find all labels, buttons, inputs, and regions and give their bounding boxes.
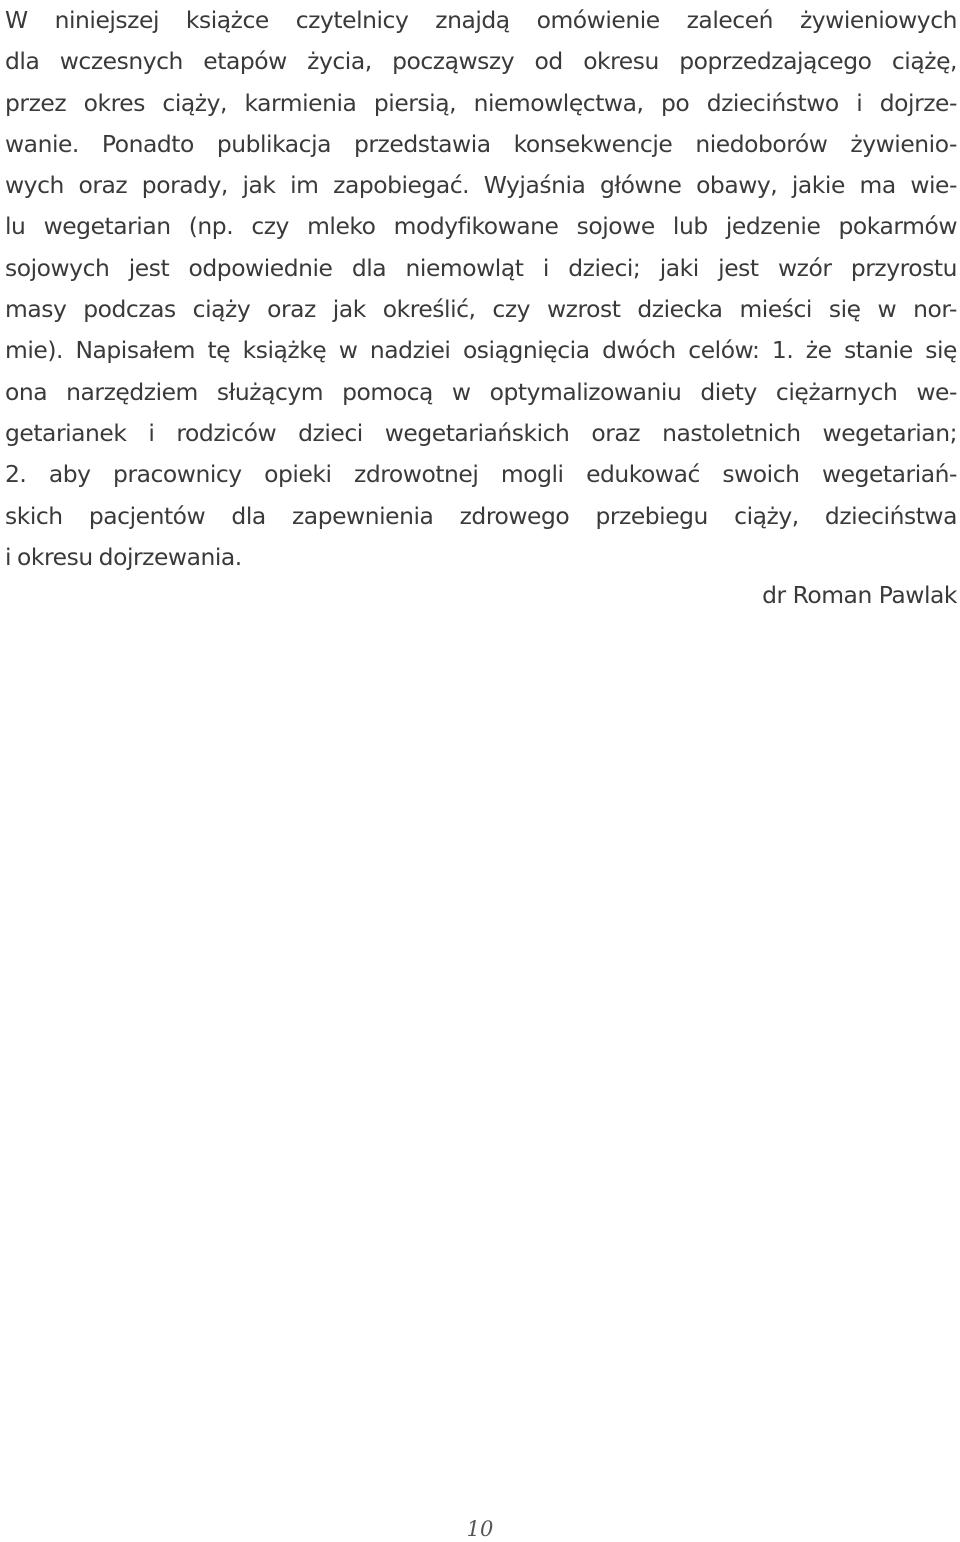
body-paragraph	[5, 0, 957, 578]
paragraph-line: przez okres ciąży, karmienia piersią, niemowlęctwa, po dzieciństwo i dojrze-	[5, 88, 957, 117]
paragraph-line: wanie. Ponadto publikacja przedstawia konsekwencje niedoborów żywienio-	[5, 129, 957, 158]
paragraph-line: dla wczesnych etapów życia, począwszy od okresu poprzedzającego ciążę,	[5, 47, 957, 76]
paragraph-line: ona narzędziem służącym pomocą w optymalizowaniu diety ciężarnych we-	[5, 377, 957, 406]
paragraph-line: i okresu dojrzewania.	[5, 542, 242, 571]
paragraph-line: wych oraz porady, jak im zapobiegać. Wyjaśnia główne obawy, jakie ma wie-	[5, 171, 957, 200]
paragraph-line: getarianek i rodziców dzieci wegetariańskich oraz nastoletnich wegetarian;	[5, 418, 957, 447]
paragraph-line: mie). Napisałem tę książkę w nadziei osiągnięcia dwóch celów: 1. że stanie się	[5, 336, 957, 365]
paragraph-line: sojowych jest odpowiednie dla niemowląt i dzieci; jaki jest wzór przyrostu	[5, 253, 957, 282]
paragraph-line: 2. aby pracownicy opieki zdrowotnej mogli edukować swoich wegetariań-	[5, 460, 957, 489]
paragraph-line: W niniejszej książce czytelnicy znajdą omówienie zaleceń żywieniowych	[5, 6, 957, 34]
paragraph-line: masy podczas ciąży oraz jak określić, czy wzrost dziecka mieści się w nor-	[5, 295, 957, 324]
page-number: 10	[466, 1517, 494, 1541]
author-signature: dr Roman Pawlak	[762, 581, 957, 609]
paragraph-line: lu wegetarian (np. czy mleko modyfikowane sojowe lub jedzenie pokarmów	[5, 212, 957, 241]
paragraph-line: skich pacjentów dla zapewnienia zdrowego przebiegu ciąży, dzieciństwa	[5, 501, 957, 530]
